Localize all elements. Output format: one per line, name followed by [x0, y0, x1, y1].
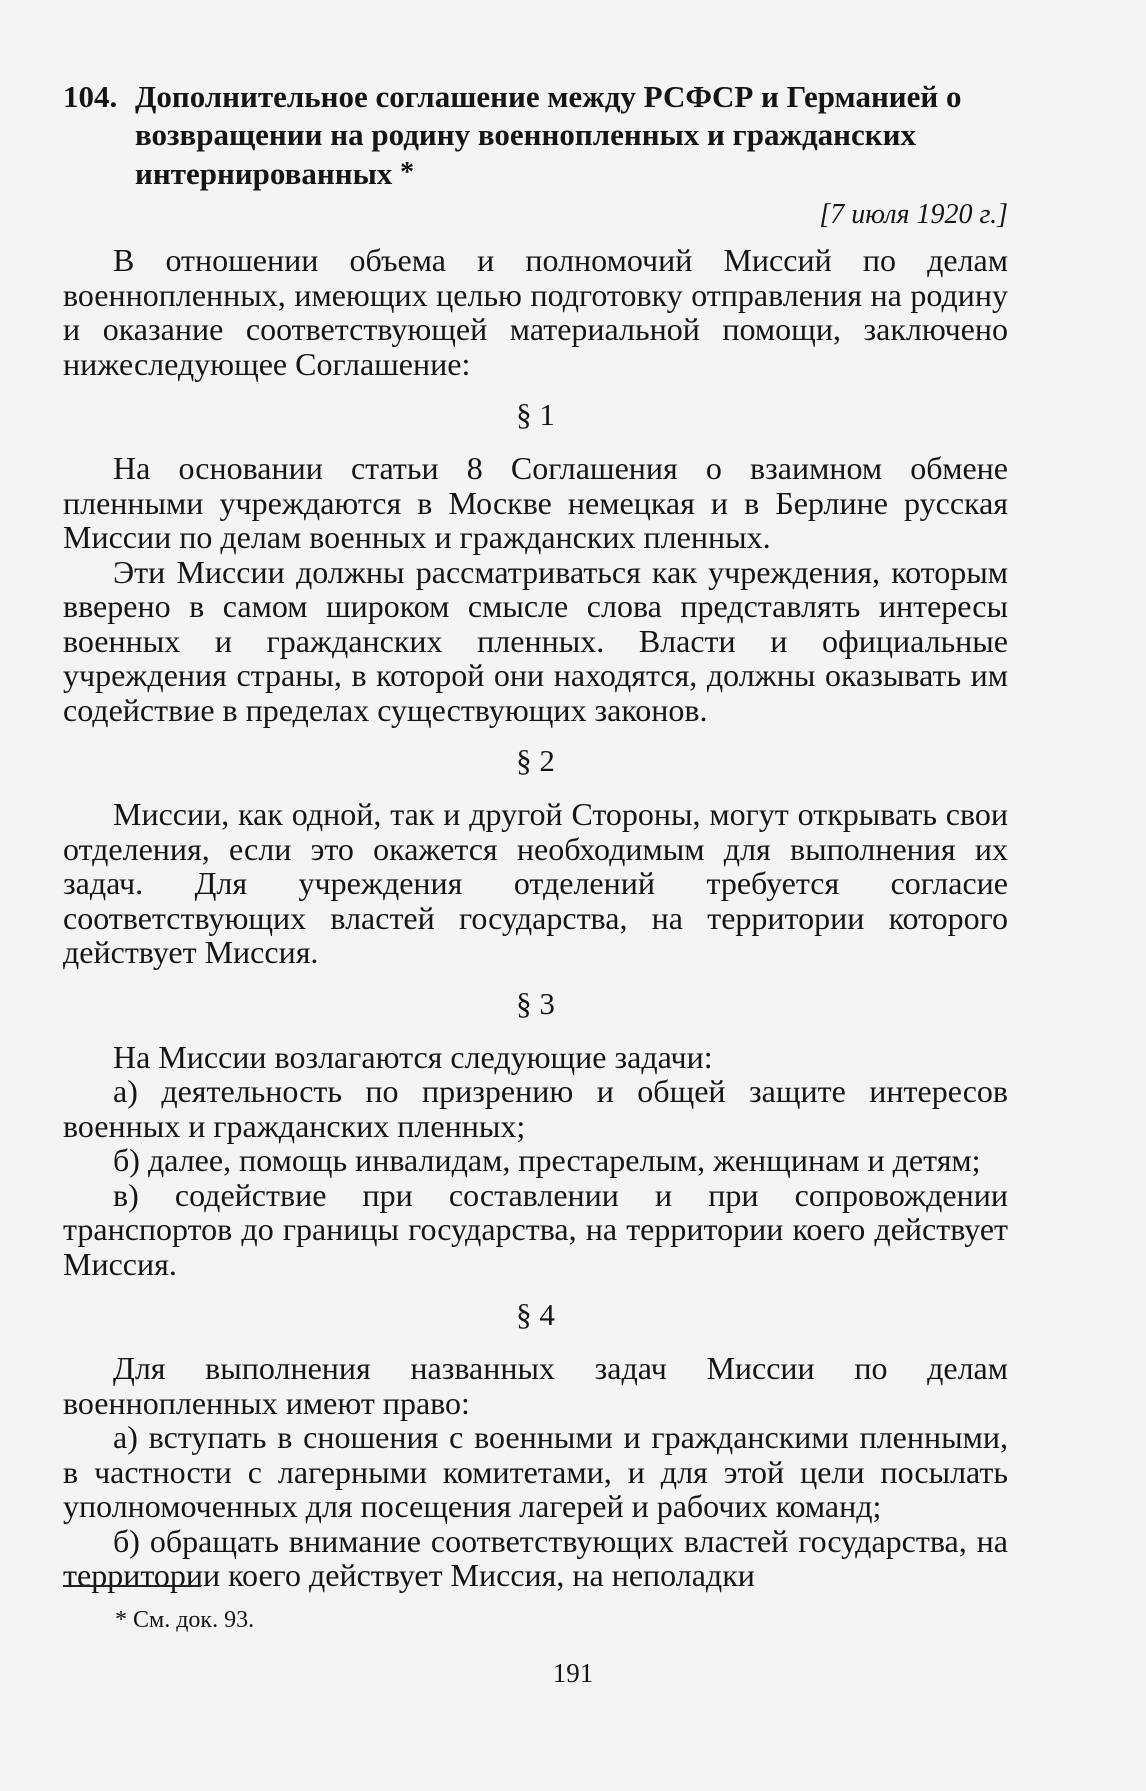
- document-number: 104.: [63, 79, 118, 114]
- intro-paragraph: В отношении объема и полномочий Миссий по делам военнопленных, имеющих целью подготовку отправления на родину и оказание соответствующей материальной помощи, заключено нижеследующее Соглашение:: [63, 242, 1008, 382]
- section-paragraph: Миссии, как одной, так и другой Стороны, могут открывать свои отделения, если это окажется необходимым для выполнения их задач. Для учреждения отделений требуется согласие соответствующих властей государства, на территории которого действует Миссия.: [63, 796, 1008, 970]
- section-paragraph: На основании статьи 8 Соглашения о взаимном обмене пленными учреждаются в Москве немецкая и в Берлине русская Миссии по делам военных и гражданских пленных.: [63, 450, 1008, 555]
- document-title-wrap: [135, 78, 1008, 193]
- footnote-divider: [63, 1585, 201, 1587]
- list-item: б) обращать внимание соответствующих властей государства, на территории коего действует Миссия, на неполадки: [63, 1522, 1008, 1593]
- footnote: * См. док. 93.: [115, 1607, 255, 1633]
- section-marker: § 3: [516, 985, 555, 1021]
- section-paragraph: Эти Миссии должны рассматриваться как учреждения, которым вверено в самом широком смысле слова представлять интересы военных и гражданских пленных. Власти и официальные учреждения страны, в которой они находятся, должны оказывать им содействие в пределах существующих законов.: [63, 553, 1008, 728]
- list-item: а) деятельность по призрению и общей защите интересов военных и гражданских пленных;: [63, 1073, 1008, 1144]
- document-body: [63, 78, 1008, 1593]
- section-marker: § 4: [516, 1297, 555, 1332]
- section-marker: § 1: [516, 397, 555, 432]
- document-heading: [63, 78, 1008, 193]
- list-item: б) далее, помощь инвалидам, престарелым, женщинам и детям;: [113, 1142, 981, 1178]
- document-date: [7 июля 1920 г.]: [819, 199, 1008, 230]
- section-paragraph: На Миссии возлагаются следующие задачи:: [113, 1038, 713, 1075]
- section-paragraph: Для выполнения названных задач Миссии по делам военнопленных имеют право:: [63, 1350, 1008, 1421]
- list-item: а) вступать в сношения с военными и гражданскими пленными, в частности с лагерными комитетами, и для этой цели посылать уполномоченных для посещения лагерей и рабочих команд;: [63, 1419, 1008, 1524]
- section-marker: § 2: [516, 743, 555, 778]
- list-item: в) содействие при составлении и при сопровождении транспортов до границы государства, на территории коего действует Миссия.: [63, 1176, 1008, 1282]
- document-title: Дополнительное соглашение между РСФСР и Германией о возвращении на родину военнопленных и гражданских интернированных: [135, 79, 962, 191]
- page-number: 191: [552, 1658, 594, 1688]
- footnote-marker: *: [400, 157, 415, 188]
